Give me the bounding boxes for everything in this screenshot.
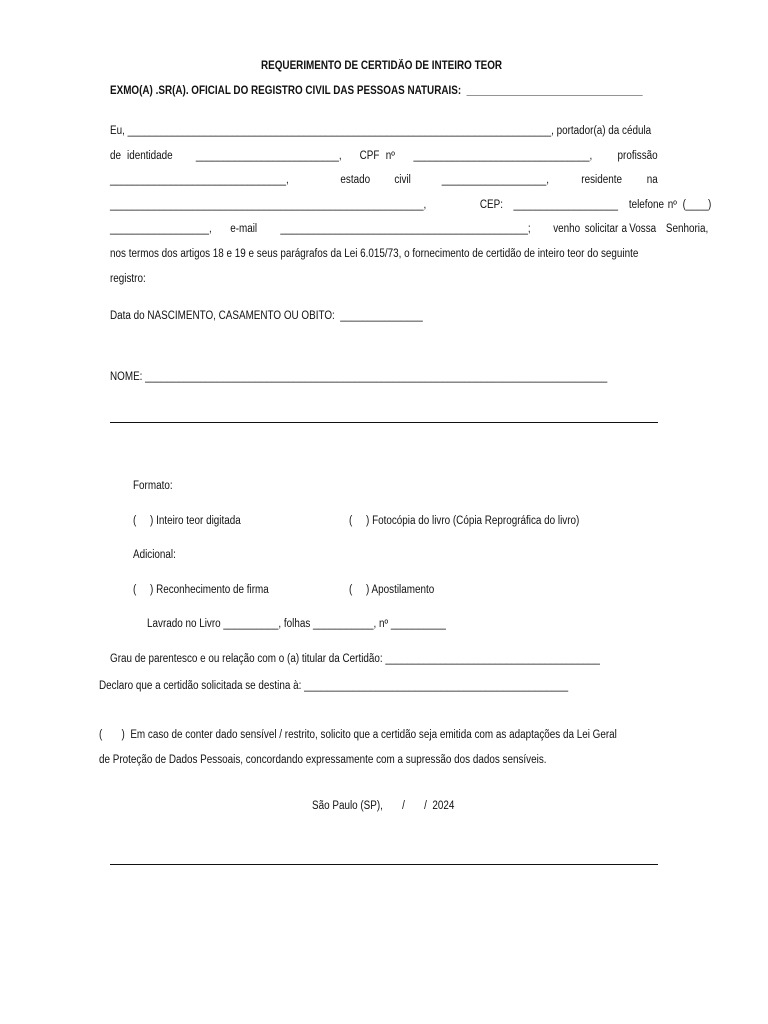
word: estado <box>340 174 371 186</box>
format-option-photocopy: ( ) Fotocópia do livro (Cópia Reprográfica do livro) <box>349 515 580 527</box>
civil-status-blank: ___________________, <box>441 174 549 186</box>
identity-blank: __________________________, <box>195 150 342 162</box>
body-line-4 <box>110 198 711 212</box>
lgpd-line-1: ( ) Em caso de conter dado sensível / restrito, solicito que a certidão seja emitida com as adaptações da Lei Geral <box>99 729 617 741</box>
word: identidade <box>126 150 173 162</box>
word: Vossa <box>629 223 657 235</box>
purpose-line: Declaro que a certidão solicitada se destina à: ________________________________________________ <box>99 680 569 692</box>
format-option-digital: ( ) Inteiro teor digitada <box>133 515 241 527</box>
word: solicitar <box>584 223 619 235</box>
word: de <box>110 150 122 162</box>
body-line-3 <box>110 173 658 187</box>
email-blank: _____________________________________________; <box>280 223 531 235</box>
word: a <box>621 223 627 235</box>
name-field: NOME: ____________________________________________________________________________________ <box>110 371 608 383</box>
document-title: REQUERIMENTO DE CERTIDÃO DE INTEIRO TEOR <box>261 60 503 72</box>
body-line-1: Eu, _____________________________________________________________________________, portador(a) da cédula <box>110 125 652 137</box>
word: na <box>646 174 658 186</box>
date-field: Data do NASCIMENTO, CASAMENTO OU OBITO: _______________ <box>110 310 423 322</box>
area-code-blank: (____) <box>682 199 711 211</box>
addressee-line: EXMO(A) .SR(A). OFICIAL DO REGISTRO CIVIL DAS PESSOAS NATURAIS: ________________________________ <box>110 85 643 97</box>
cep-blank: ___________________ <box>513 199 618 211</box>
additional-option-signature: ( ) Reconhecimento de firma <box>133 584 269 596</box>
signature-line <box>110 864 658 865</box>
word: CPF <box>359 150 379 162</box>
word: Senhoria, <box>665 223 708 235</box>
kinship-line: Grau de parentesco e ou relação com o (a) titular da Certidão: _______________________________________ <box>110 653 600 665</box>
word: e-mail <box>230 223 258 235</box>
word: civil <box>394 174 411 186</box>
additional-option-apostille: ( ) Apostilamento <box>349 584 435 596</box>
address-blank: _________________________________________________________, <box>110 199 427 211</box>
body-line-7: registro: <box>110 273 146 285</box>
word: residente <box>580 174 622 186</box>
additional-label: Adicional: <box>133 549 176 561</box>
cpf-blank: ________________________________, <box>413 150 593 162</box>
word: nº <box>385 150 395 162</box>
book-reference-line: Lavrado no Livro __________, folhas ___________, nº __________ <box>147 618 446 630</box>
profession-blank: ________________________________, <box>110 174 289 186</box>
body-line-6: nos termos dos artigos 18 e 19 e seus parágrafos da Lei 6.015/73, o fornecimento de certidão de inteiro teor do seguinte <box>110 248 639 260</box>
word: telefone <box>629 199 665 211</box>
name-underline <box>110 422 658 423</box>
format-label: Formato: <box>133 480 173 492</box>
word: venho <box>552 223 580 235</box>
body-line-2 <box>110 149 658 163</box>
word: CEP: <box>479 199 503 211</box>
word: nº <box>667 199 677 211</box>
word: profissão <box>617 150 658 162</box>
phone-blank: __________________, <box>110 223 212 235</box>
lgpd-line-2: de Proteção de Dados Pessoais, concordando expressamente com a supressão dos dados sensíveis. <box>99 754 547 766</box>
body-line-5 <box>110 222 708 236</box>
place-date: São Paulo (SP), / / 2024 <box>312 800 455 812</box>
